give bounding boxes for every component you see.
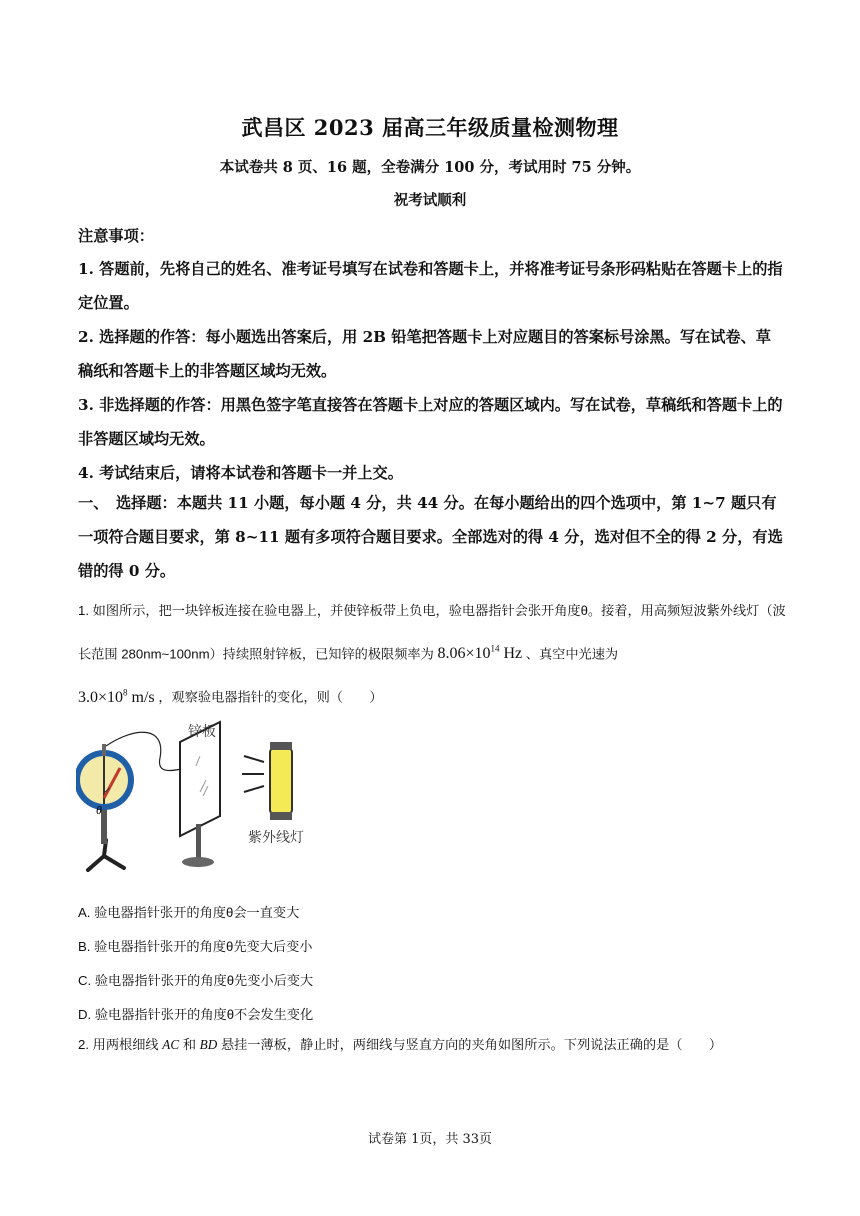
section-text: 一、 选择题：本题共 11 小题，每小题 4 分，共 44 分。在每小题给出的四个选项中，第 1~7 题只有一项符合题目要求，第 8~11 题有多项符合题目要求。全部选对的得 4 分，选对但不全的得 2 分，有选错的得 0 分。 — [78, 494, 783, 580]
electroscope-figure — [76, 716, 336, 876]
exam-title: 武昌区 2023 届高三年级质量检测物理 — [241, 115, 619, 140]
notice-item-1: 1. 答题前，先将自己的姓名、准考证号填写在试卷和答题卡上，并将准考证号条形码粘贴在答题卡上的指定位置。 — [78, 260, 783, 312]
question-2-stem — [78, 1028, 784, 1062]
q2-var-bd: BD — [199, 1037, 218, 1052]
question-1-options — [78, 896, 313, 1032]
q1-frequency-exp: 14 — [490, 644, 500, 654]
q1-text-part2: 、真空中光速为 — [525, 646, 619, 662]
q2-text-b: 和 — [182, 1037, 196, 1052]
uv-lamp-icon — [270, 742, 292, 820]
q2-text-a: 2. 用两根细线 — [78, 1037, 159, 1052]
angle-label: θ — [96, 803, 102, 817]
notice-item-4: 4. 考试结束后，请将本试卷和答题卡一并上交。 — [78, 464, 403, 482]
q1-frequency — [437, 645, 522, 662]
option-b[interactable]: B. 验电器指针张开的角度θ先变大后变小 — [78, 939, 313, 954]
q1-speed-exp: 8 — [123, 687, 128, 698]
option-d[interactable]: D. 验电器指针张开的角度θ不会发生变化 — [78, 1007, 314, 1022]
exam-wish: 祝考试顺利 — [393, 192, 467, 209]
q1-light-speed — [78, 689, 155, 706]
q2-var-ac: AC — [162, 1037, 180, 1052]
notice-heading: 注意事项： — [78, 227, 154, 245]
exam-subtitle: 本试卷共 8 页、16 题，全卷满分 100 分，考试用时 75 分钟。 — [219, 159, 641, 176]
light-rays — [242, 756, 264, 792]
uv-lamp-label: 紫外线灯 — [248, 830, 304, 846]
page-footer: 试卷第 1页，共 33页 — [367, 1132, 493, 1147]
q1-frequency-unit: Hz — [503, 645, 523, 663]
q1-text-part3: ，观察验电器指针的变化，则（ ） — [158, 689, 383, 705]
option-a[interactable]: A. 验电器指针张开的角度θ会一直变大 — [78, 905, 300, 920]
option-c[interactable]: C. 验电器指针张开的角度θ先变小后变大 — [78, 973, 314, 988]
zinc-plate-label: 锌板 — [188, 724, 216, 740]
q1-speed-base: 3.0×10 — [78, 688, 124, 706]
q1-text-part1: 1. 如图所示，把一块锌板连接在验电器上，并使锌板带上负电，验电器指针会张开角度θ。接着，用高频短波紫外线灯（波长范围 280nm~100nm）持续照射锌板，已知锌的极限频率为 — [78, 603, 786, 662]
notice-item-3: 3. 非选择题的作答：用黑色签字笔直接答在答题卡上对应的答题区域内。写在试卷，草稿纸和答题卡上的非答题区域均无效。 — [78, 396, 783, 448]
electroscope-icon — [76, 744, 134, 870]
zinc-plate-icon — [180, 722, 220, 867]
notice-item-2: 2. 选择题的作答：每小题选出答案后，用 2B 铅笔把答题卡上对应题目的答案标号涂黑。写在试卷、草稿纸和答题卡上的非答题区域均无效。 — [78, 328, 771, 380]
question-1-stem — [78, 592, 788, 717]
q2-text-c: 悬挂一薄板，静止时，两细线与竖直方向的夹角如图所示。下列说法正确的是（ ） — [220, 1037, 723, 1052]
q1-speed-unit: m/s — [131, 688, 155, 706]
section-one-instructions — [78, 486, 784, 588]
notice-list — [78, 252, 784, 490]
q1-frequency-base: 8.06×10 — [437, 645, 491, 663]
